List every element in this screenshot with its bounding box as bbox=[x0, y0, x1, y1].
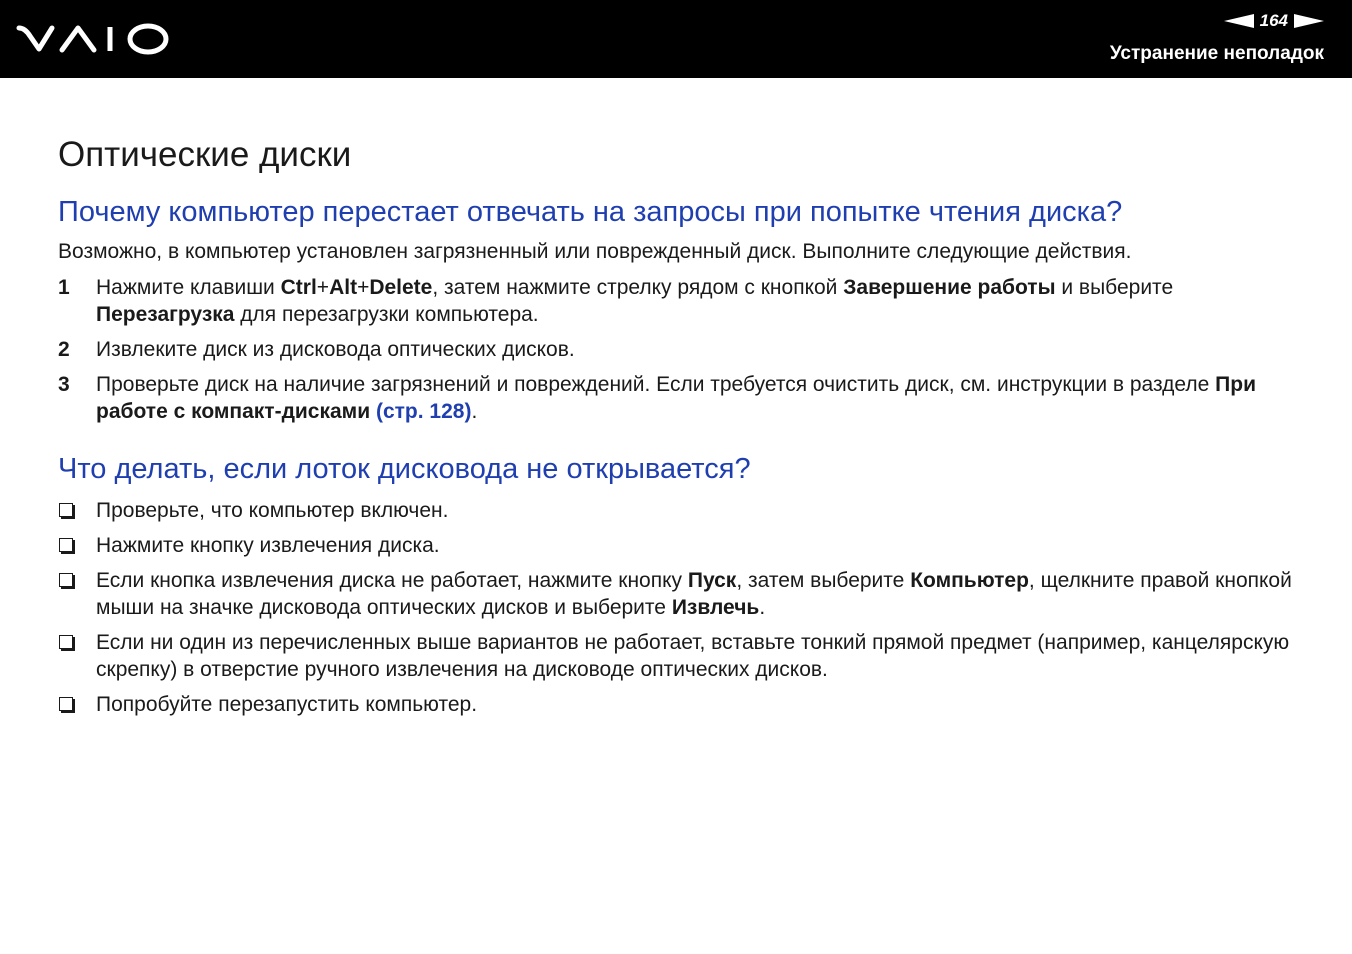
computer-label: Компьютер bbox=[910, 569, 1029, 592]
step-text: + bbox=[316, 276, 330, 299]
tips-list bbox=[58, 497, 1298, 718]
tip-text: Если ни один из перечисленных выше вариантов не работает, вставьте тонкий прямой предмет (например, канцелярскую скрепку) в отверстие ручного извлечения на дисководе оптических дисков. bbox=[96, 631, 1290, 681]
page-navigation bbox=[1224, 10, 1324, 32]
vaio-logo bbox=[16, 20, 172, 61]
checkbox-icon bbox=[59, 503, 73, 517]
tip-text: , затем выберите bbox=[736, 569, 911, 592]
step-text: , затем нажмите стрелку рядом с кнопкой bbox=[432, 276, 844, 299]
tip-text: Попробуйте перезапустить компьютер. bbox=[96, 693, 478, 716]
steps-list bbox=[58, 274, 1298, 425]
step-text: . bbox=[471, 400, 478, 423]
checkbox-icon bbox=[59, 697, 73, 711]
key-ctrl: Ctrl bbox=[280, 276, 317, 299]
step-text: для перезагрузки компьютера. bbox=[234, 303, 539, 326]
tip-text: Если кнопка извлечения диска не работает, нажмите кнопку bbox=[96, 569, 688, 592]
step-number: 1 bbox=[58, 276, 70, 299]
intro-paragraph: Возможно, в компьютер установлен загрязненный или поврежденный диск. Выполните следующие действия. bbox=[58, 240, 1132, 263]
step-text: Извлеките диск из дисковода оптических дисков. bbox=[96, 338, 575, 361]
step-item bbox=[58, 371, 1298, 425]
checkbox-icon bbox=[59, 573, 73, 587]
tip-item bbox=[58, 567, 1298, 621]
tip-item bbox=[58, 532, 1298, 559]
main-content bbox=[58, 130, 1298, 726]
tip-item bbox=[58, 629, 1298, 683]
previous-page-icon[interactable] bbox=[1224, 14, 1254, 28]
tip-text: , щелкните правой кнопкой мыши на значке дисковода оптических дисков и выберите bbox=[96, 569, 1292, 619]
tip-item bbox=[58, 691, 1298, 718]
key-delete: Delete bbox=[369, 276, 433, 299]
shutdown-label: Завершение работы bbox=[843, 276, 1056, 299]
tip-item bbox=[58, 497, 1298, 524]
checkbox-icon bbox=[59, 538, 73, 552]
header-bar bbox=[0, 0, 1352, 78]
step-number: 3 bbox=[58, 373, 70, 396]
step-number: 2 bbox=[58, 338, 70, 361]
section-reference: При работе с компакт-дисками bbox=[96, 373, 1257, 423]
page-128-link[interactable]: (стр. 128) bbox=[375, 400, 472, 423]
tip-text: Проверьте, что компьютер включен. bbox=[96, 499, 449, 522]
step-text: и выберите bbox=[1055, 276, 1174, 299]
tip-text: . bbox=[759, 596, 766, 619]
page-title: Оптические диски bbox=[58, 135, 352, 174]
question-heading-tray: Что делать, если лоток дисковода не открывается? bbox=[58, 453, 751, 485]
step-item bbox=[58, 336, 1298, 363]
page-number: 164 bbox=[1259, 11, 1288, 30]
question-heading-freeze: Почему компьютер перестает отвечать на запросы при попытке чтения диска? bbox=[58, 196, 1123, 228]
key-alt: Alt bbox=[329, 276, 358, 299]
next-page-icon[interactable] bbox=[1294, 14, 1324, 28]
start-label: Пуск bbox=[687, 569, 737, 592]
step-text: + bbox=[357, 276, 370, 299]
step-text: Нажмите клавиши bbox=[96, 276, 281, 299]
eject-label: Извлечь bbox=[671, 596, 760, 619]
section-title: Устранение неполадок bbox=[1109, 43, 1324, 64]
restart-label: Перезагрузка bbox=[96, 303, 235, 326]
step-item bbox=[58, 274, 1298, 328]
tip-text: Нажмите кнопку извлечения диска. bbox=[96, 534, 440, 557]
step-text: Проверьте диск на наличие загрязнений и повреждений. Если требуется очистить диск, см. инструкции в разделе bbox=[96, 373, 1216, 396]
checkbox-icon bbox=[59, 635, 73, 649]
